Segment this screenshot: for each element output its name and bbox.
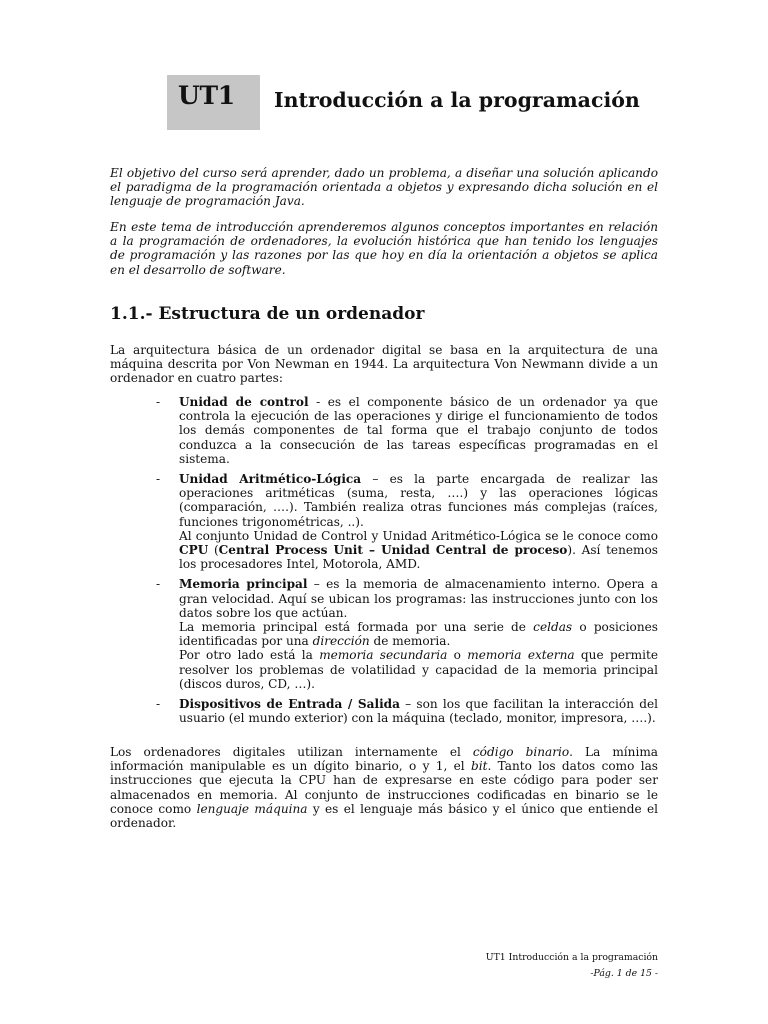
memory-cells-paragraph — [179, 620, 658, 648]
memory-sub1-a: La memoria principal está formada por una serie de — [179, 620, 534, 635]
bullet-dash: - — [156, 577, 161, 592]
cpu-text-c: ). Así tenemos los procesadores Intel, Motorola, AMD. — [179, 543, 658, 572]
unit-label: UT1 — [178, 81, 235, 110]
io-devices-text: – son los que facilitan la interacción del usuario (el mundo exterior) con la máquina (teclado, monitor, impresora, ….). — [179, 697, 658, 726]
memory-sub2-em2: memoria externa — [467, 648, 575, 663]
intro-paragraph-1 — [110, 166, 658, 209]
section-heading: 1.1.- Estructura de un ordenador — [110, 304, 425, 324]
binary-em-bit: bit — [470, 759, 488, 774]
list-item-alu — [110, 472, 658, 571]
term-cpu-full: Central Process Unit – Unidad Central de proceso — [218, 543, 568, 558]
bullet-dash: - — [156, 395, 161, 409]
cpu-text-a: Al conjunto Unidad de Control y Unidad Aritmético-Lógica se le conoce como — [179, 528, 658, 543]
cpu-text-b: ( — [208, 543, 219, 558]
list-item-control-unit — [110, 395, 658, 466]
list-item-main-memory — [110, 577, 658, 691]
binary-text-c: . Tanto los datos como las instrucciones que ejecuta la CPU han de expresarse en este código para poder ser almacenados en memoria. Al conjunto de instrucciones codificadas en binario se le conoce como — [110, 759, 658, 816]
components-list — [110, 395, 658, 725]
secondary-memory-paragraph — [179, 648, 658, 691]
main-memory-text: – es la memoria de almacenamiento interno. Opera a gran velocidad. Aquí se ubican los programas: las instrucciones junto con los datos sobre los que actúan. — [179, 577, 658, 620]
term-alu: Unidad Aritmético-Lógica — [179, 472, 362, 487]
intro-text-1: El objetivo del curso será aprender, dado un problema, a diseñar una solución aplicando el paradigma de la programación orientada a objetos y expresando dicha solución en el lenguaje de programación Java. — [110, 166, 658, 209]
control-unit-text: - es el componente básico de un ordenador ya que controla la ejecución de las operaciones y dirige el funcionamiento de todos los demás componentes de tal forma que el trabajo conjunto de todos conduzca a la consecución de las tareas específicas programadas en el sistema. — [179, 395, 658, 466]
binary-text-a: Los ordenadores digitales utilizan internamente el — [110, 745, 473, 759]
document-title: Introducción a la programación — [274, 88, 640, 112]
cpu-paragraph — [179, 529, 658, 572]
binary-paragraph — [110, 745, 658, 830]
term-io-devices: Dispositivos de Entrada / Salida — [179, 697, 400, 712]
alu-text: – es la parte encargada de realizar las operaciones aritméticas (suma, resta, ….) y las operaciones lógicas (comparación, ….). También realiza otras funciones más complejas (raíces, funciones trigonométricas, ..). — [179, 472, 658, 529]
memory-sub1-em2: dirección — [312, 634, 370, 649]
binary-em-code: código binario — [472, 745, 570, 759]
footer-page-number: -Pág. 1 de 15 - — [590, 968, 658, 979]
binary-text-d: y es el lenguaje más básico y el único que entiende el ordenador. — [110, 801, 658, 831]
memory-sub2-b: o — [447, 648, 468, 663]
binary-em-machine-language: lenguaje máquina — [196, 801, 308, 816]
footer-title: UT1 Introducción a la programación — [485, 952, 658, 963]
bullet-dash: - — [156, 697, 161, 712]
memory-sub2-c: que permite resolver los problemas de volatilidad y capacidad de la memoria principal (discos duros, CD, …). — [179, 648, 658, 691]
bullet-dash: - — [156, 472, 161, 487]
intro-text-2: En este tema de introducción aprenderemos algunos conceptos importantes en relación a la programación de ordenadores, la evolución histórica que han tenido los lenguajes de programación y las razones por las que hoy en día la orientación a objetos se aplica en el desarrollo de software. — [110, 220, 658, 277]
architecture-text: La arquitectura básica de un ordenador digital se basa en la arquitectura de una máquina descrita por Von Newman en 1944. La arquitectura Von Newmann divide a un ordenador en cuatro partes: — [110, 343, 658, 386]
term-cpu: CPU — [179, 543, 209, 558]
term-main-memory: Memoria principal — [179, 577, 308, 592]
architecture-paragraph — [110, 343, 658, 386]
memory-sub1-em1: celdas — [533, 620, 573, 635]
list-item-io-devices — [110, 697, 658, 725]
memory-sub2-em1: memoria secundaria — [319, 648, 448, 663]
intro-paragraph-2 — [110, 220, 658, 277]
term-control-unit: Unidad de control — [179, 395, 309, 409]
binary-text-b: . La mínima información manipulable es un dígito binario, o y 1, el — [110, 745, 658, 774]
memory-sub2-a: Por otro lado está la — [179, 648, 320, 663]
memory-sub1-c: de memoria. — [369, 634, 451, 649]
memory-sub1-b: o posiciones identificadas por una — [179, 620, 658, 649]
